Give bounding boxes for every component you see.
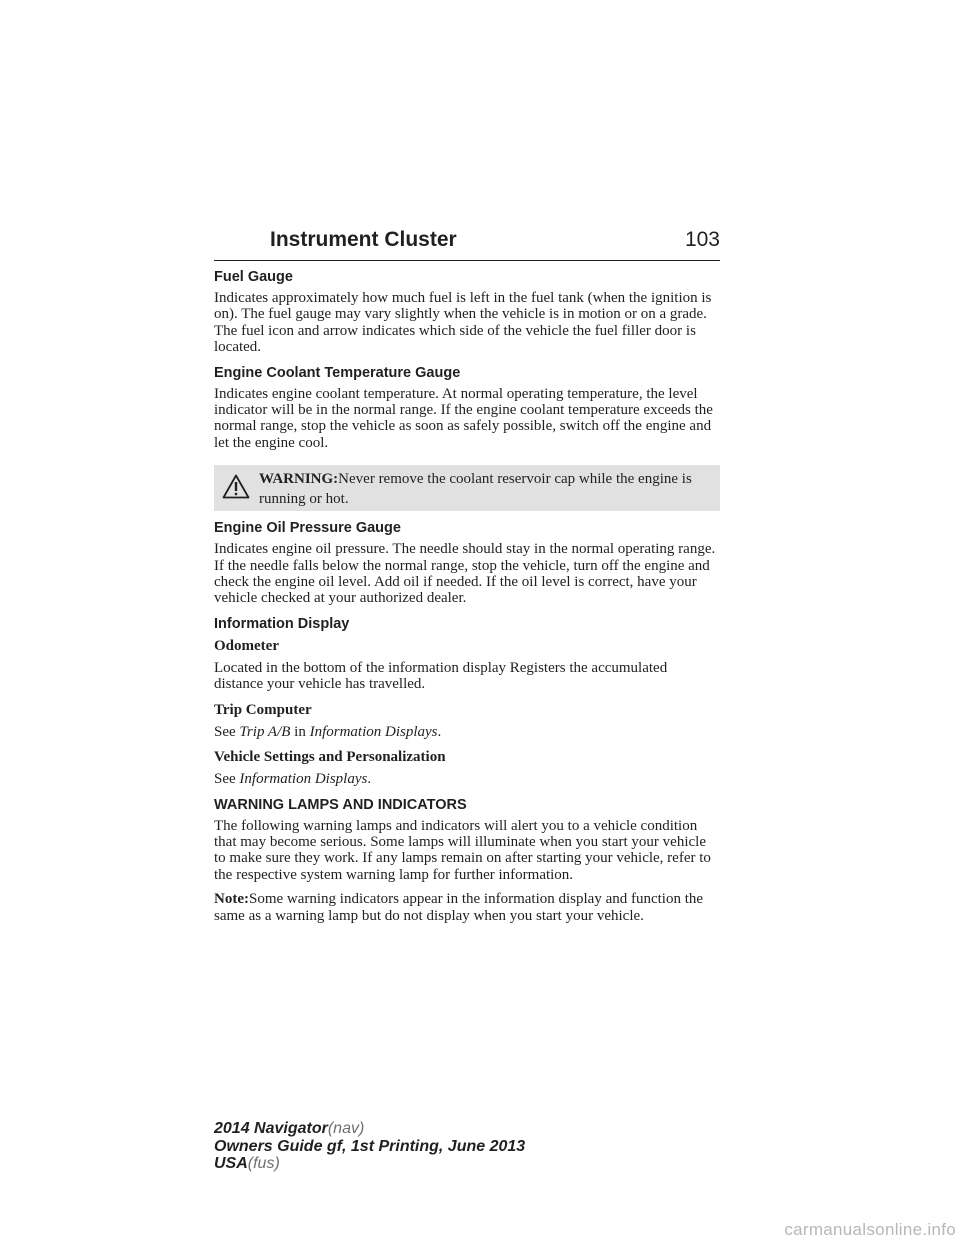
oil-gauge-text: Indicates engine oil pressure. The needle should stay in the normal operating range. If the needle falls below the normal range, stop the vehicle, turn off the engine and check the engine oil level. Add oil if needed. If the oil level is correct, have your vehicle checked at your authorized dealer. bbox=[214, 541, 716, 607]
page-number: 103 bbox=[684, 228, 720, 251]
manual-page bbox=[214, 0, 720, 1242]
footer-model-code: (nav) bbox=[327, 1120, 365, 1137]
fuel-gauge-heading: Fuel Gauge bbox=[214, 269, 293, 285]
warning-text bbox=[259, 469, 714, 509]
warning-lamps-text: The following warning lamps and indicators will alert you to a vehicle condition that may become serious. Some lamps will illuminate when you start your vehicle to make sure they work. If any lamps remain on after starting your vehicle, refer to the respective system warning lamp for further information. bbox=[214, 817, 711, 883]
fuel-gauge-text: Indicates approximately how much fuel is left in the fuel tank (when the ignition is on). The fuel gauge may vary slightly when the vehicle is in motion or on a grade. The fuel icon and arrow indicates which side of the vehicle the fuel filler door is located. bbox=[214, 290, 712, 356]
footer-line-1 bbox=[214, 1120, 720, 1138]
page-header bbox=[214, 228, 720, 262]
odometer-title: Odometer bbox=[214, 637, 279, 654]
trip-period: . bbox=[437, 723, 442, 740]
odometer-text: Located in the bottom of the information display Registers the accumulated distance your vehicle has travelled. bbox=[214, 659, 668, 693]
warning-message: Never remove the coolant reservoir cap while the engine is running or hot. bbox=[259, 471, 692, 508]
note-text: Some warning indicators appear in the information display and function the same as a warning lamp but do not display when you start your vehicle. bbox=[214, 891, 704, 924]
note-label: Note: bbox=[214, 891, 249, 908]
warning-lamps-heading: WARNING LAMPS AND INDICATORS bbox=[214, 796, 467, 813]
footer-market-code: (fus) bbox=[247, 1155, 280, 1172]
coolant-gauge-text: Indicates engine coolant temperature. At normal operating temperature, the level indicator will be in the normal range. If the engine coolant temperature exceeds the normal range, stop the vehicle as soon as safely possible, switch off the engine and let the engine cool. bbox=[214, 385, 713, 451]
header-divider bbox=[214, 260, 720, 261]
vehicle-settings-text bbox=[214, 771, 720, 787]
warning-triangle-icon bbox=[222, 474, 250, 499]
footer-model: 2014 Navigator bbox=[214, 1120, 328, 1137]
vehicle-settings-title: Vehicle Settings and Personalization bbox=[214, 749, 446, 766]
trip-see: See bbox=[214, 723, 236, 740]
vs-see: See bbox=[214, 771, 236, 788]
warning-label: WARNING: bbox=[259, 471, 339, 488]
trip-computer-text bbox=[214, 724, 720, 740]
oil-gauge-heading: Engine Oil Pressure Gauge bbox=[214, 520, 401, 537]
footer-market: USA bbox=[214, 1155, 248, 1172]
page-content bbox=[214, 268, 720, 932]
trip-ab-reference[interactable]: Trip A/B bbox=[239, 723, 291, 740]
trip-in: in bbox=[294, 723, 306, 740]
info-display-heading: Information Display bbox=[214, 615, 350, 632]
vs-info-displays-reference[interactable]: Information Displays bbox=[239, 771, 368, 788]
footer-line-3 bbox=[214, 1155, 720, 1173]
note-paragraph bbox=[214, 891, 720, 924]
page-footer bbox=[214, 1120, 720, 1173]
info-displays-reference[interactable]: Information Displays bbox=[309, 723, 438, 740]
warning-box bbox=[214, 465, 720, 511]
footer-line-2: Owners Guide gf, 1st Printing, June 2013 bbox=[214, 1137, 526, 1155]
watermark-text: carmanualsonline.info bbox=[784, 1220, 956, 1239]
trip-computer-title: Trip Computer bbox=[214, 701, 312, 718]
coolant-gauge-heading: Engine Coolant Temperature Gauge bbox=[214, 364, 461, 381]
vs-period: . bbox=[367, 771, 372, 788]
section-title: Instrument Cluster bbox=[270, 228, 457, 251]
